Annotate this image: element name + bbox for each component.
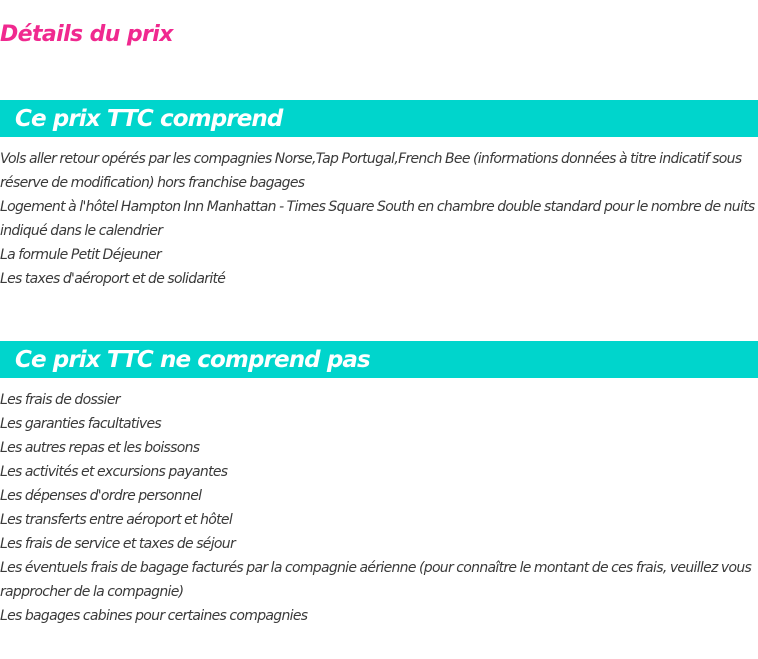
price-includes-heading: Ce prix TTC comprend: [15, 105, 283, 132]
excludes-item-optional-insurance: Les garanties facultatives: [0, 416, 161, 432]
excludes-item-cabin-bags: Les bagages cabines pour certaines compagnies: [0, 608, 308, 624]
excludes-item-baggage-fees: Les éventuels frais de bagage facturés par la compagnie aérienne (pour connaître le montant de ces frais, veuillez vous rapprocher de la compagnie): [0, 560, 752, 600]
excludes-item-transfers: Les transferts entre aéroport et hôtel: [0, 512, 233, 528]
includes-item-breakfast: La formule Petit Déjeuner: [0, 247, 161, 263]
price-excludes-header: [0, 341, 758, 378]
page-title: Détails du prix: [0, 22, 173, 47]
price-includes-list: [0, 147, 758, 291]
excludes-item-paid-activities: Les activités et excursions payantes: [0, 464, 228, 480]
price-excludes-list: [0, 388, 758, 628]
includes-item-hotel: Logement à l'hôtel Hampton Inn Manhattan - Times Square South en chambre double standard pour le nombre de nuits indiqué dans le calendrier: [0, 199, 755, 239]
price-excludes-heading: Ce prix TTC ne comprend pas: [15, 346, 370, 373]
price-excludes-section: [0, 341, 758, 628]
excludes-item-booking-fees: Les frais de dossier: [0, 392, 120, 408]
excludes-item-meals-drinks: Les autres repas et les boissons: [0, 440, 200, 456]
price-includes-section: [0, 100, 758, 291]
price-includes-header: [0, 100, 758, 137]
includes-item-flights: Vols aller retour opérés par les compagnies Norse,Tap Portugal,French Bee (informations données à titre indicatif sous réserve de modification) hors franchise bagages: [0, 151, 742, 191]
excludes-item-service-fees: Les frais de service et taxes de séjour: [0, 536, 236, 552]
excludes-item-personal-expenses: Les dépenses d'ordre personnel: [0, 488, 202, 504]
includes-item-taxes: Les taxes d'aéroport et de solidarité: [0, 271, 226, 287]
